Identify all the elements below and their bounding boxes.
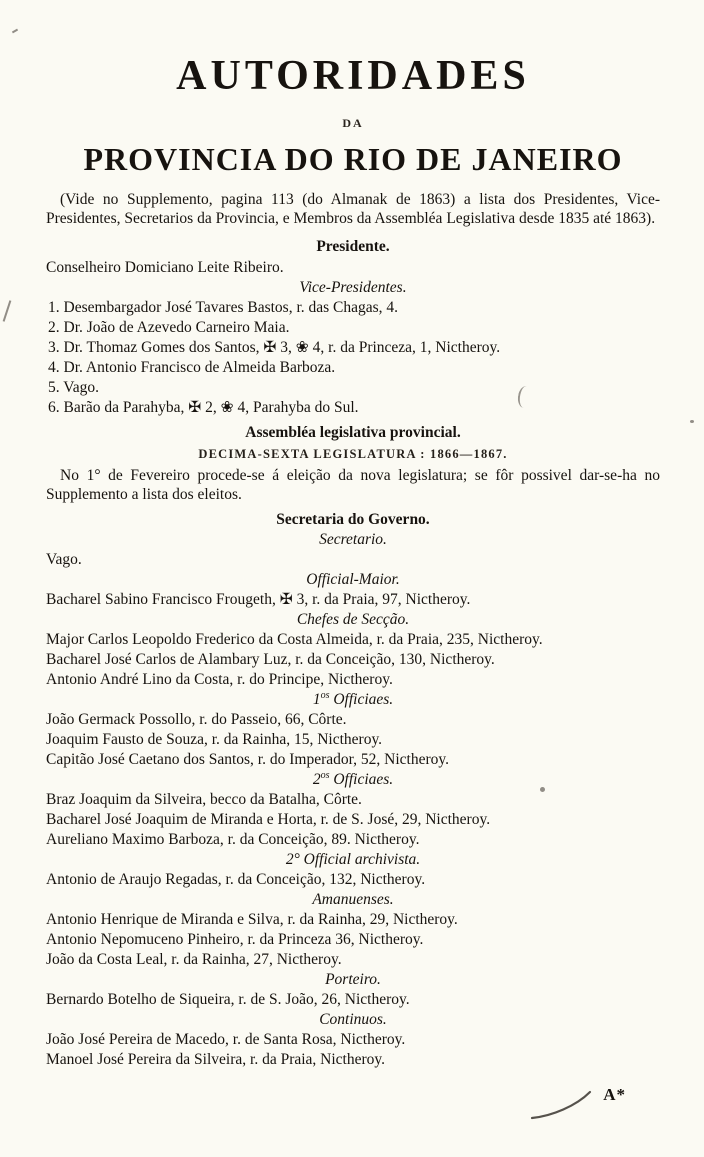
staff-entry: Antonio André Lino da Costa, r. do Principe, Nictheroy.	[46, 671, 393, 688]
page-title: AUTORIDADES	[176, 53, 530, 99]
staff-entry: Bacharel José Joaquim de Miranda e Horta, r. de S. José, 29, Nictheroy.	[46, 811, 491, 828]
vice-presidentes-list	[46, 298, 660, 417]
heading-text: Officiaes.	[329, 771, 394, 788]
staff-entry: Bacharel Sabino Francisco Frougeth, ✠ 3, r. da Praia, 97, Nictheroy.	[46, 591, 471, 608]
scan-artifact-speck	[690, 420, 694, 423]
intro-note: (Vide no Supplemento, pagina 113 (do Almanak de 1863) a lista dos Presidentes, Vice-Presidentes, Secretarios da Provincia, e Membros da Assembléa Legislativa desde 1835 até 1863).	[46, 191, 660, 227]
assemblea-note: No 1° de Fevereiro procede-se á eleição da nova legislatura; se fôr possivel dar-se-ha no Supplemento a lista dos eleitos.	[46, 467, 660, 503]
staff-entry: Antonio de Araujo Regadas, r. da Conceição, 132, Nictheroy.	[46, 871, 426, 888]
staff-entry: João José Pereira de Macedo, r. de Santa Rosa, Nictheroy.	[46, 1031, 406, 1048]
staff-entry: Aureliano Maximo Barboza, r. da Conceição, 89. Nictheroy.	[46, 831, 420, 848]
heading-porteiro: Porteiro.	[325, 971, 381, 988]
staff-entry: Bacharel José Carlos de Alambary Luz, r. da Conceição, 130, Nictheroy.	[46, 651, 495, 668]
staff-entry: João da Costa Leal, r. da Rainha, 27, Nictheroy.	[46, 951, 342, 968]
staff-entry: Braz Joaquim da Silveira, becco da Batalha, Côrte.	[46, 791, 362, 808]
title-connector: DA	[342, 116, 364, 130]
heading-ordinal: os	[320, 689, 330, 701]
vice-presidente-item: 6. Barão da Parahyba, ✠ 2, ❀ 4, Parahyba do Sul.	[48, 399, 359, 416]
heading-secretaria-governo: Secretaria do Governo.	[276, 511, 430, 528]
staff-entry: Joaquim Fausto de Souza, r. da Rainha, 15, Nictheroy.	[46, 731, 383, 748]
vice-presidente-item: 4. Dr. Antonio Francisco de Almeida Barboza.	[48, 359, 336, 376]
staff-entry: Antonio Henrique de Miranda e Silva, r. da Rainha, 29, Nictheroy.	[46, 911, 458, 928]
signature-mark: A*	[603, 1085, 626, 1104]
heading-number: 2	[312, 771, 321, 788]
heading-continuos: Continuos.	[319, 1011, 387, 1028]
staff-entry: João Germack Possollo, r. do Passeio, 66, Côrte.	[46, 711, 347, 728]
presidente-name: Conselheiro Domiciano Leite Ribeiro.	[46, 259, 284, 276]
staff-entry: Bernardo Botelho de Siqueira, r. de S. João, 26, Nictheroy.	[46, 991, 410, 1008]
staff-entry: Vago.	[46, 551, 82, 568]
handwritten-stroke	[528, 1088, 598, 1122]
heading-assemblea: Assembléa legislativa provincial.	[245, 424, 461, 441]
heading-presidente: Presidente.	[316, 238, 390, 255]
staff-entry: Capitão José Caetano dos Santos, r. do Imperador, 52, Nictheroy.	[46, 751, 450, 768]
staff-entry: Major Carlos Leopoldo Frederico da Costa Almeida, r. da Praia, 235, Nictheroy.	[46, 631, 543, 648]
heading-amanuenses: Amanuenses.	[312, 891, 394, 908]
heading-official-maior: Official-Maior.	[306, 571, 400, 588]
scan-artifact-speck	[540, 787, 545, 792]
heading-vice-presidentes: Vice-Presidentes.	[299, 279, 407, 296]
legislatura-line: DECIMA-SEXTA LEGISLATURA : 1866—1867.	[198, 447, 508, 461]
page-subtitle: PROVINCIA DO RIO DE JANEIRO	[83, 141, 623, 177]
staff-entry: Antonio Nepomuceno Pinheiro, r. da Princeza 36, Nictheroy.	[46, 931, 424, 948]
heading-segundos-officiaes	[46, 771, 660, 789]
vice-presidente-item: 2. Dr. João de Azevedo Carneiro Maia.	[48, 319, 290, 336]
staff-entry: Manoel José Pereira da Silveira, r. da Praia, Nictheroy.	[46, 1051, 386, 1068]
vice-presidente-item: 5. Vago.	[48, 379, 99, 396]
heading-ordinal: os	[320, 769, 330, 781]
heading-chefes-de-seccao: Chefes de Secção.	[296, 611, 410, 628]
heading-number: 1	[312, 691, 321, 708]
vice-presidente-item: 1. Desembargador José Tavares Bastos, r. das Chagas, 4.	[48, 299, 399, 316]
heading-text: Officiaes.	[329, 691, 394, 708]
heading-secretario: Secretario.	[319, 531, 387, 548]
heading-primeiros-officiaes	[46, 691, 660, 709]
heading-official-archivista: 2° Official archivista.	[285, 851, 421, 868]
vice-presidente-item: 3. Dr. Thomaz Gomes dos Santos, ✠ 3, ❀ 4, r. da Princeza, 1, Nictheroy.	[48, 339, 501, 356]
